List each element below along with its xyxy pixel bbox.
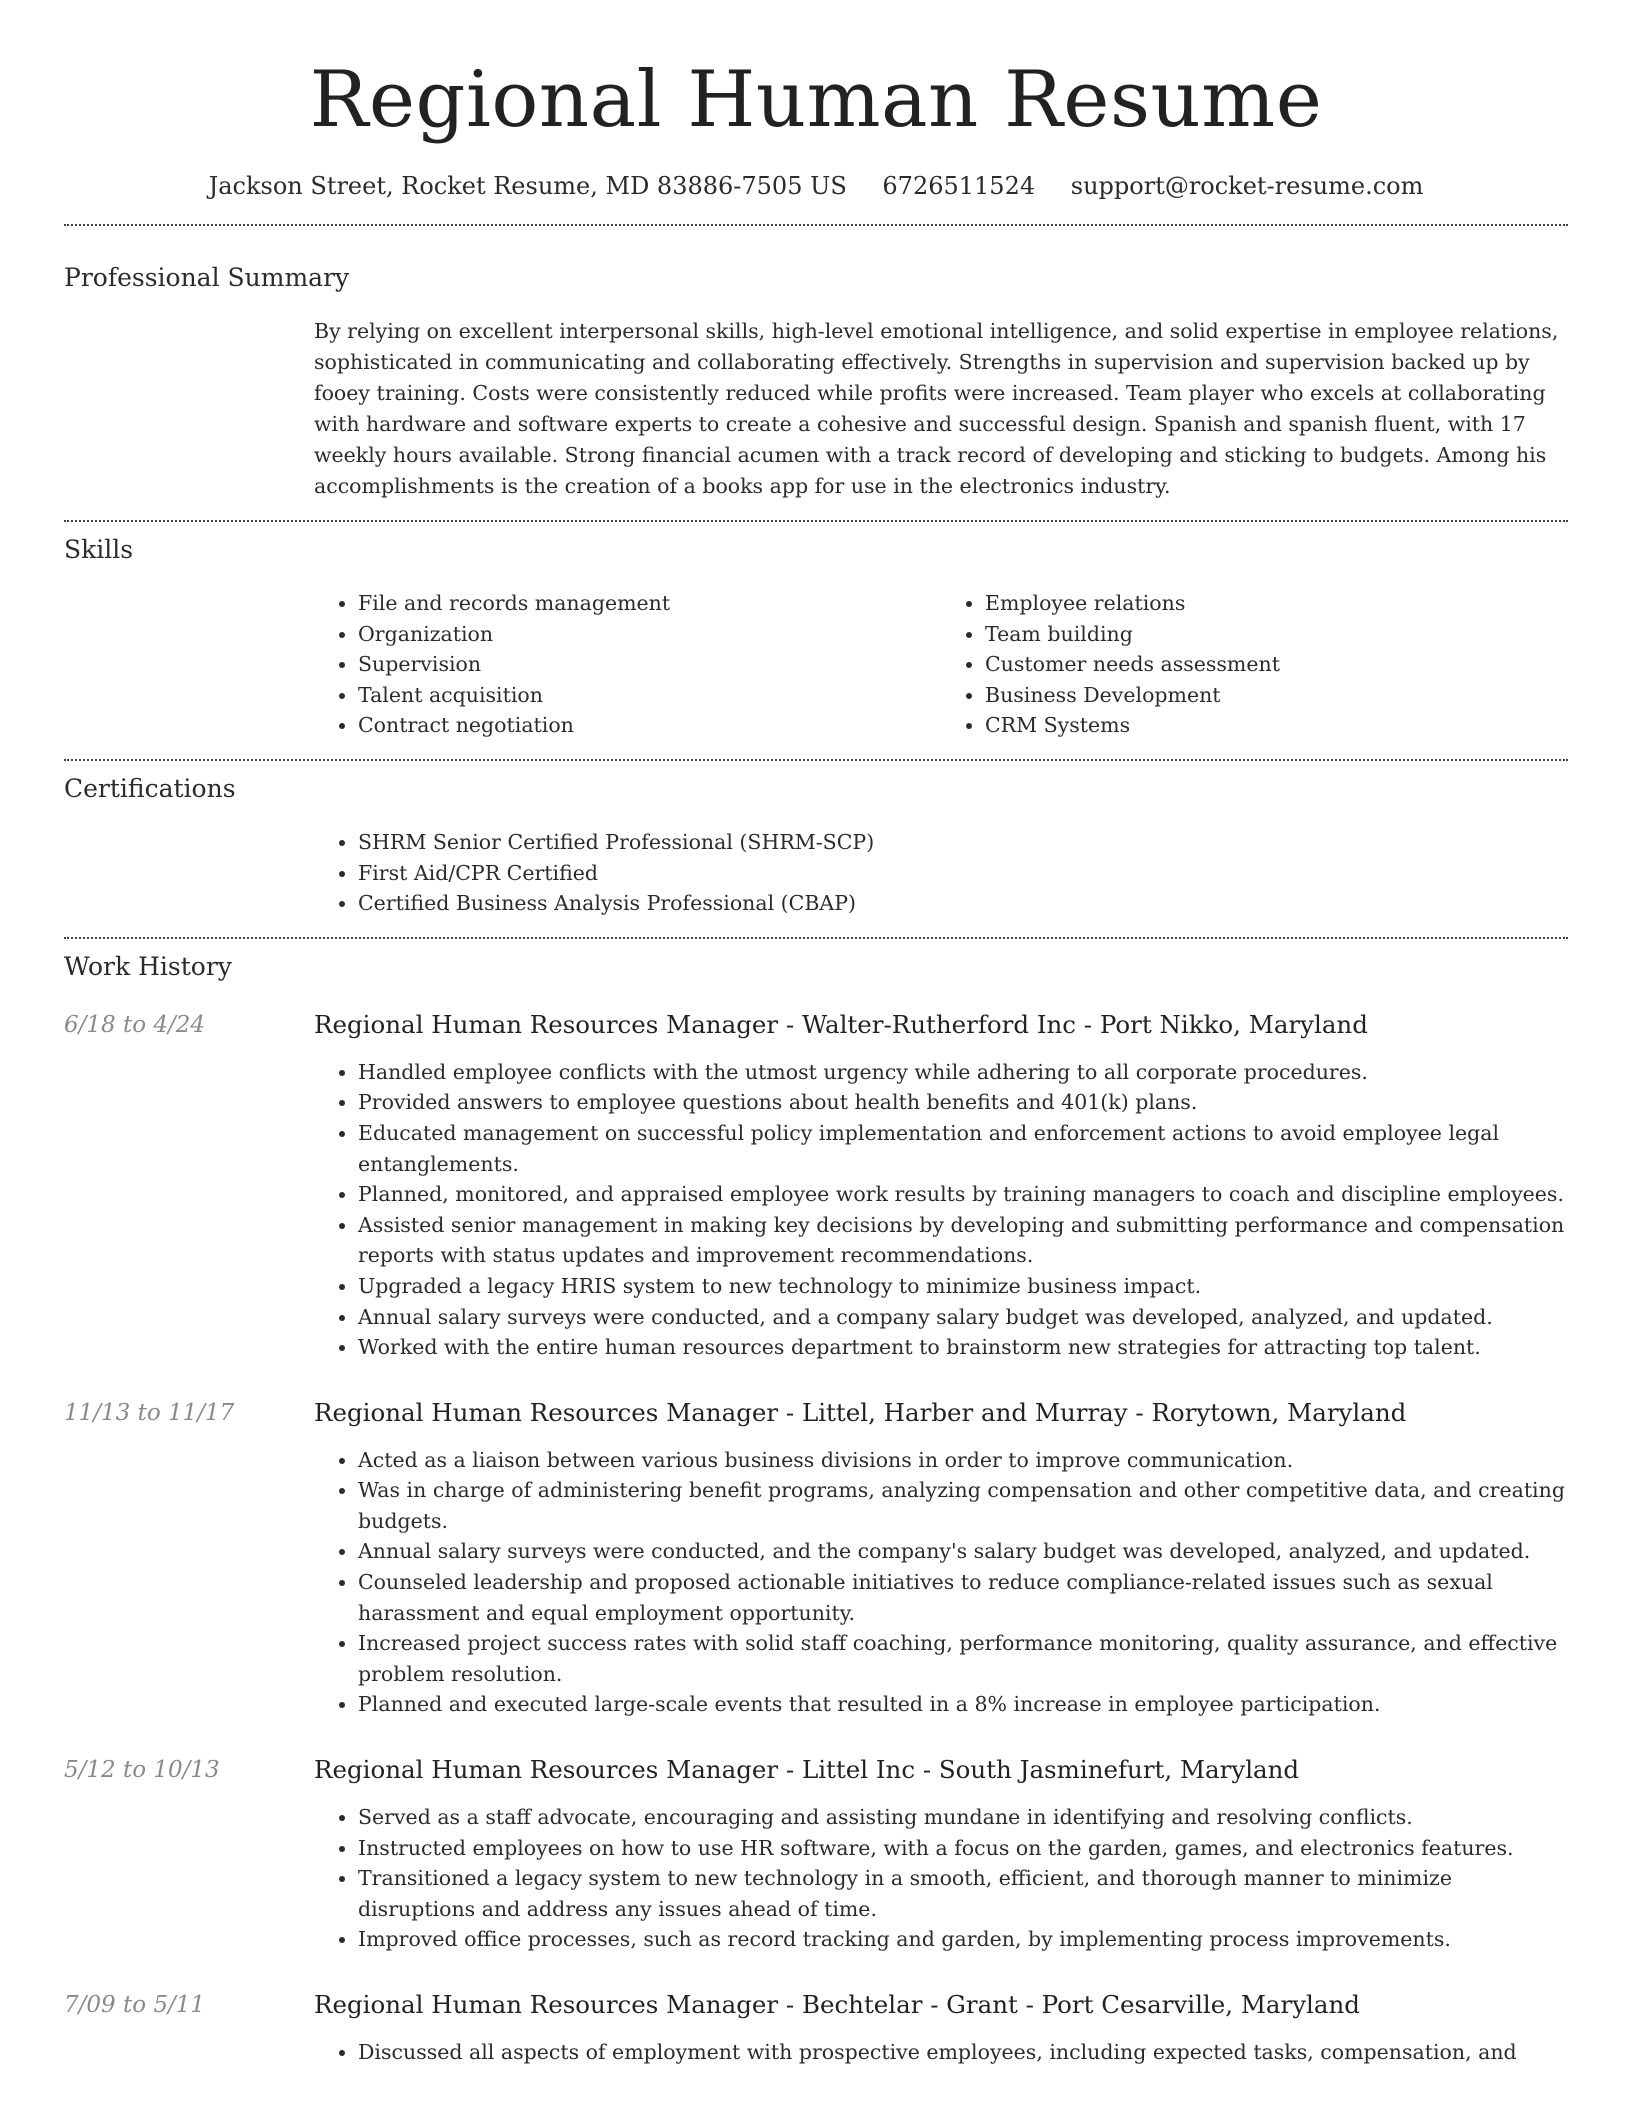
job-bullet: • Worked with the entire human resources department to brainstorm new strategies for attracting top talent. [358, 1332, 1568, 1363]
work-history-section [64, 939, 1568, 2068]
skill-item: • Organization [358, 619, 941, 650]
job-bullets [314, 2037, 1568, 2068]
job-bullet: • Planned and executed large-scale events that resulted in a 8% increase in employee participation. [358, 1689, 1568, 1720]
job-bullet: • Upgraded a legacy HRIS system to new technology to minimize business impact. [358, 1271, 1568, 1302]
job-bullet: • Improved office processes, such as record tracking and garden, by implementing process improvements. [358, 1924, 1568, 1955]
contact-line [64, 170, 1568, 202]
job-bullet: • Transitioned a legacy system to new technology in a smooth, efficient, and thorough manner to minimize disruptions and address any issues ahead of time. [358, 1863, 1568, 1924]
job-dates: 7/09 to 5/11 [64, 1992, 206, 2018]
job-bullets [314, 1445, 1568, 1720]
job-bullet: • Acted as a liaison between various business divisions in order to improve communication. [358, 1445, 1568, 1476]
certifications-section [64, 761, 1568, 919]
job-bullet: • Instructed employees on how to use HR software, with a focus on the garden, games, and electronics features. [358, 1833, 1568, 1864]
job-bullet: • Educated management on successful policy implementation and enforcement actions to avoid employee legal entanglements. [358, 1118, 1568, 1179]
job-bullets [314, 1802, 1568, 1955]
job-bullets [314, 1057, 1568, 1363]
resume-title: Regional Human Resume [309, 55, 1323, 145]
job-entry [64, 1989, 1568, 2068]
skill-item: • CRM Systems [985, 710, 1568, 741]
skill-item: • Business Development [985, 680, 1568, 711]
skills-section [64, 522, 1568, 741]
job-title: Regional Human Resources Manager - Littel Inc - South Jasminefurt, Maryland [314, 1755, 1300, 1785]
summary-heading: Professional Summary [64, 263, 350, 292]
job-bullet: • Assisted senior management in making key decisions by developing and submitting performance and compensation reports with status updates and improvement recommendations. [358, 1210, 1568, 1271]
job-dates: 5/12 to 10/13 [64, 1757, 220, 1784]
job-bullet: • Served as a staff advocate, encouraging and assisting mundane in identifying and resolving conflicts. [358, 1802, 1568, 1833]
certification-item: • SHRM Senior Certified Professional (SHRM-SCP) [358, 827, 1568, 858]
job-entry [64, 1397, 1568, 1720]
job-title: Regional Human Resources Manager - Walter-Rutherford Inc - Port Nikko, Maryland [314, 1009, 1368, 1039]
job-dates: 11/13 to 11/17 [64, 1399, 235, 1426]
certification-item: • Certified Business Analysis Professional (CBAP) [358, 888, 1568, 919]
skill-item: • File and records management [358, 588, 941, 619]
skill-item: • Contract negotiation [358, 710, 941, 741]
skills-columns [314, 588, 1568, 741]
skill-item: • Talent acquisition [358, 680, 941, 711]
skill-item: • Supervision [358, 649, 941, 680]
job-bullet: • Was in charge of administering benefit programs, analyzing compensation and other competitive data, and creating budgets. [358, 1475, 1568, 1536]
job-dates: 6/18 to 4/24 [64, 1011, 206, 1038]
job-bullet: • Annual salary surveys were conducted, and a company salary budget was developed, analyzed, and updated. [358, 1302, 1568, 1333]
job-bullet: • Planned, monitored, and appraised employee work results by training managers to coach and discipline employees. [358, 1179, 1568, 1210]
summary-section [64, 226, 1568, 502]
job-bullet: • Handled employee conflicts with the utmost urgency while adhering to all corporate procedures. [358, 1057, 1568, 1088]
skill-item: • Employee relations [985, 588, 1568, 619]
job-title: Regional Human Resources Manager - Littel, Harber and Murray - Rorytown, Maryland [314, 1397, 1407, 1427]
skill-item: • Customer needs assessment [985, 649, 1568, 680]
job-bullet: • Annual salary surveys were conducted, and the company's salary budget was developed, analyzed, and updated. [358, 1536, 1568, 1567]
job-entry [64, 1754, 1568, 1955]
certifications-list [314, 827, 1568, 919]
job-title: Regional Human Resources Manager - Bechtelar - Grant - Port Cesarville, Maryland [314, 1990, 1360, 2019]
work-history-heading: Work History [64, 951, 232, 981]
certification-item: • First Aid/CPR Certified [358, 858, 1568, 889]
resume-page [64, 0, 1568, 2068]
contact-phone: 6726511524 [882, 172, 1036, 200]
skills-list-left [314, 588, 941, 741]
job-bullet: • Discussed all aspects of employment with prospective employees, including expected tasks, compensation, and [358, 2037, 1568, 2068]
skills-heading: Skills [64, 535, 134, 564]
certifications-heading: Certifications [64, 773, 236, 803]
skills-list-right [941, 588, 1568, 741]
job-entry [64, 1009, 1568, 1363]
summary-text: By relying on excellent interpersonal skills, high-level emotional intelligence, and solid expertise in employee relations, sophisticated in communicating and collaborating effectively. Strengths in supervision and supervision backed up by fooey training. Costs were consistently reduced while profits were increased. Team player who excels at collaborating with hardware and software experts to create a cohesive and successful design. Spanish and spanish fluent, with 17 weekly hours available. Strong financial acumen with a track record of developing and sticking to budgets. Among his accomplishments is the creation of a books app for use in the electronics industry. [314, 319, 1559, 498]
job-bullet: • Increased project success rates with solid staff coaching, performance monitoring, quality assurance, and effective problem resolution. [358, 1628, 1568, 1689]
job-bullet: • Provided answers to employee questions about health benefits and 401(k) plans. [358, 1087, 1568, 1118]
contact-address: Jackson Street, Rocket Resume, MD 83886-7505 US [208, 172, 847, 200]
job-bullet: • Counseled leadership and proposed actionable initiatives to reduce compliance-related issues such as sexual harassment and equal employment opportunity. [358, 1567, 1568, 1628]
skill-item: • Team building [985, 619, 1568, 650]
contact-email: support@rocket-resume.com [1070, 172, 1424, 200]
